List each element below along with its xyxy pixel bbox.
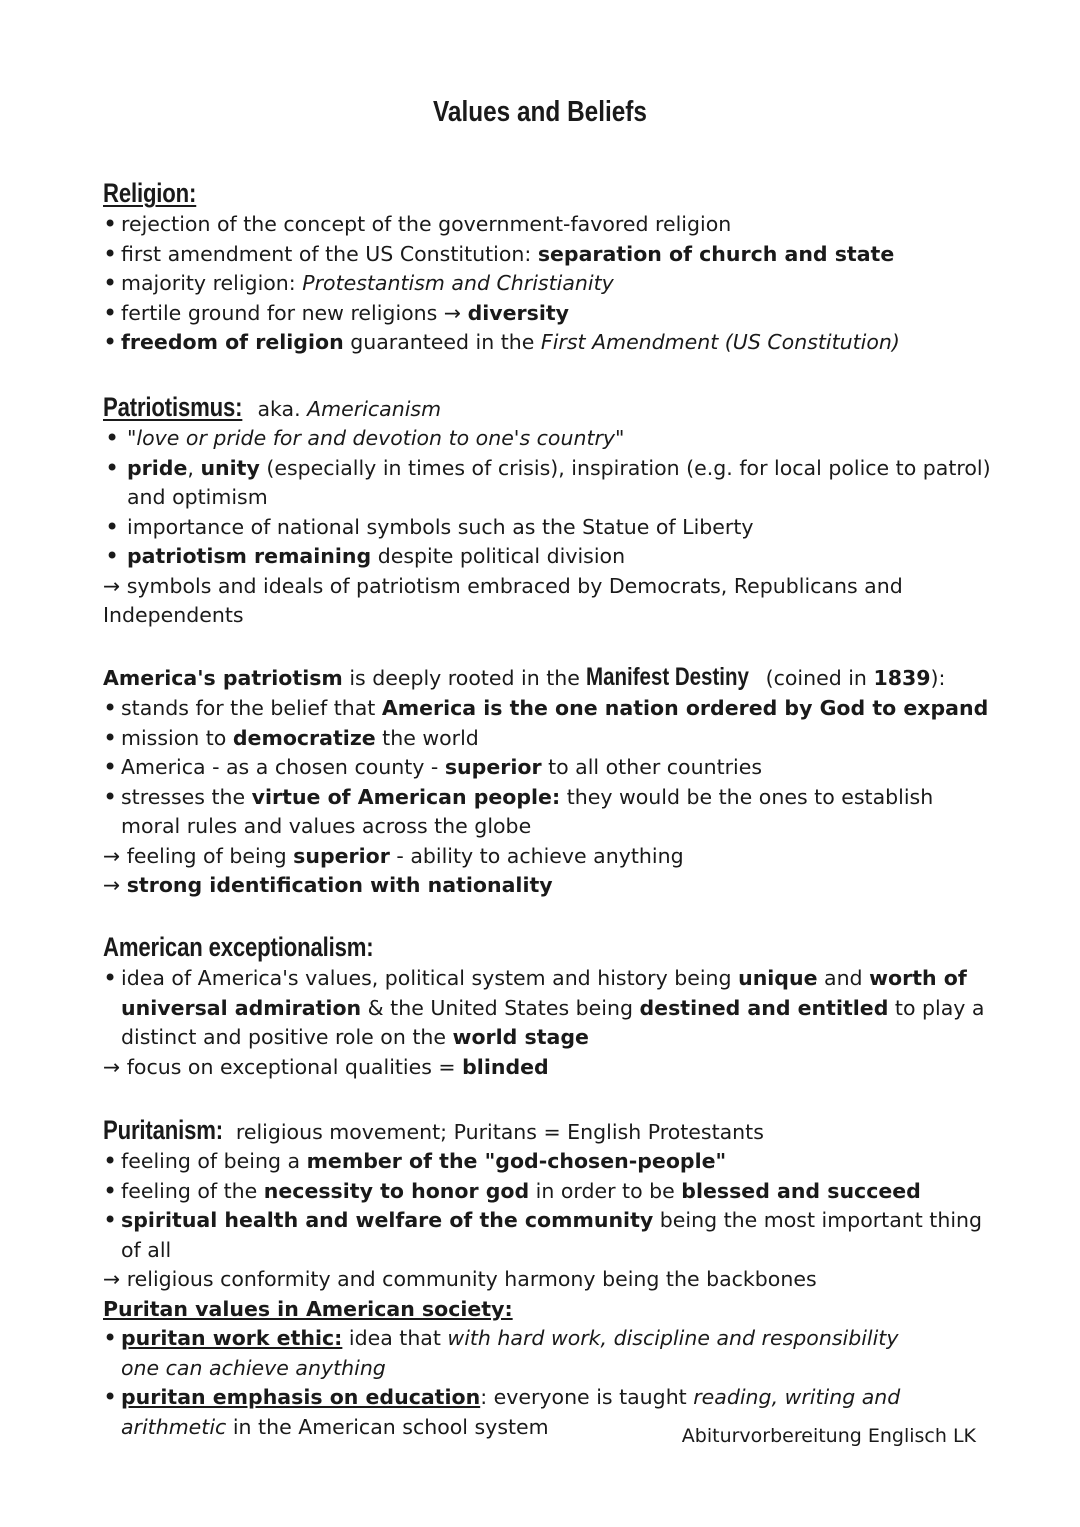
list-item: • first amendment of the US Constitution: separation of church and state (103, 240, 993, 270)
section-manifest-destiny (103, 660, 993, 901)
puritanism-list (103, 1147, 993, 1265)
heading-exceptionalism: American exceptionalism: (103, 932, 374, 962)
list-item: • importance of national symbols such as the Statue of Liberty (103, 513, 993, 543)
list-item: • mission to democratize the world (103, 724, 993, 754)
manifest-conclusion-2: → strong identification with nationality (103, 873, 553, 897)
list-item: • stresses the virtue of American people: they would be the ones to establish moral rules and values across the globe (103, 783, 951, 842)
religion-list (103, 210, 993, 358)
list-item: • majority religion: Protestantism and Christianity (103, 269, 993, 299)
list-item: • feeling of being a member of the "god-chosen-people" (103, 1147, 993, 1177)
section-exceptionalism (103, 930, 993, 1082)
section-patriotism: Patriotismus: aka. Americanism • "love or pride for and devotion to one's country" • pride, unity (especially in times of crisis), inspiration (e.g. for local police to patrol) and optimism • importance of national symbols such as the Statue of Liberty • patriotism remaining despite political division → symbols and ideals of patriotism embraced by Democrats, Republicans and Independents (103, 390, 993, 631)
list-item: • stands for the belief that America is the one nation ordered by God to expand (103, 694, 993, 724)
manifest-list (103, 694, 993, 842)
list-item: • fertile ground for new religions → diversity (103, 299, 993, 329)
list-item: • puritan emphasis on education: everyone is taught reading, writing and arithmetic in the American school system (103, 1383, 981, 1442)
manifest-conclusion-1: → feeling of being superior - ability to achieve anything (103, 843, 684, 868)
footer-label: Abiturvorbereitung Englisch LK (681, 1425, 976, 1447)
heading-religion: Religion: (103, 178, 197, 208)
list-item: • puritan work ethic: idea that with hard work, discipline and responsibility one can achieve anything (103, 1324, 941, 1383)
puritan-values-subheading: Puritan values in American society: (103, 1296, 513, 1321)
list-item: • "love or pride for and devotion to one's country" (103, 424, 993, 454)
heading-patriotism: Patriotismus: (103, 392, 243, 422)
heading-puritanism: Puritanism: (103, 1115, 223, 1145)
list-item: • pride, unity (especially in times of crisis), inspiration (e.g. for local police to patrol) and optimism (103, 454, 993, 513)
puritanism-conclusion: → religious conformity and community harmony being the backbones (103, 1267, 817, 1291)
exceptionalism-list (103, 964, 993, 1053)
exceptionalism-conclusion: → focus on exceptional qualities = blinded (103, 1054, 549, 1079)
list-item: • spiritual health and welfare of the community being the most important thing of all (103, 1206, 993, 1265)
list-item: • rejection of the concept of the government-favored religion (103, 210, 993, 240)
list-item: • feeling of the necessity to honor god in order to be blessed and succeed (103, 1177, 993, 1207)
patriotism-list (103, 424, 993, 572)
page-title: Values and Beliefs (433, 96, 647, 128)
list-item: • patriotism remaining despite political division (103, 542, 993, 572)
patriotism-conclusion: → symbols and ideals of patriotism embraced by Democrats, Republicans and Independents (103, 573, 903, 627)
section-religion (103, 176, 993, 358)
list-item: • idea of America's values, political system and history being unique and worth of universal admiration & the United States being destined and entitled to play a distinct and positive role on the world stage (103, 964, 1001, 1053)
list-item: • America - as a chosen county - superior to all other countries (103, 753, 993, 783)
section-puritanism: Puritanism: religious movement; Puritans = English Protestants • feeling of being a member of the "god-chosen-people" • feeling of the necessity to honor god in order to be blessed and succeed • spiritual health and welfare of the community being the most important thing of all → religious conformity and community harmony being the backbones Puritan values in American society: • puritan work ethic: idea that with hard work, discipline and responsibility one can achieve anything • puritan emphasis on education: everyone is taught reading, writing and arithmetic in the American school system (103, 1113, 993, 1442)
list-item: • freedom of religion guaranteed in the First Amendment (US Constitution) (103, 328, 993, 358)
manifest-intro: America's patriotism is deeply rooted in the Manifest Destiny (coined in 1839): (103, 663, 946, 691)
